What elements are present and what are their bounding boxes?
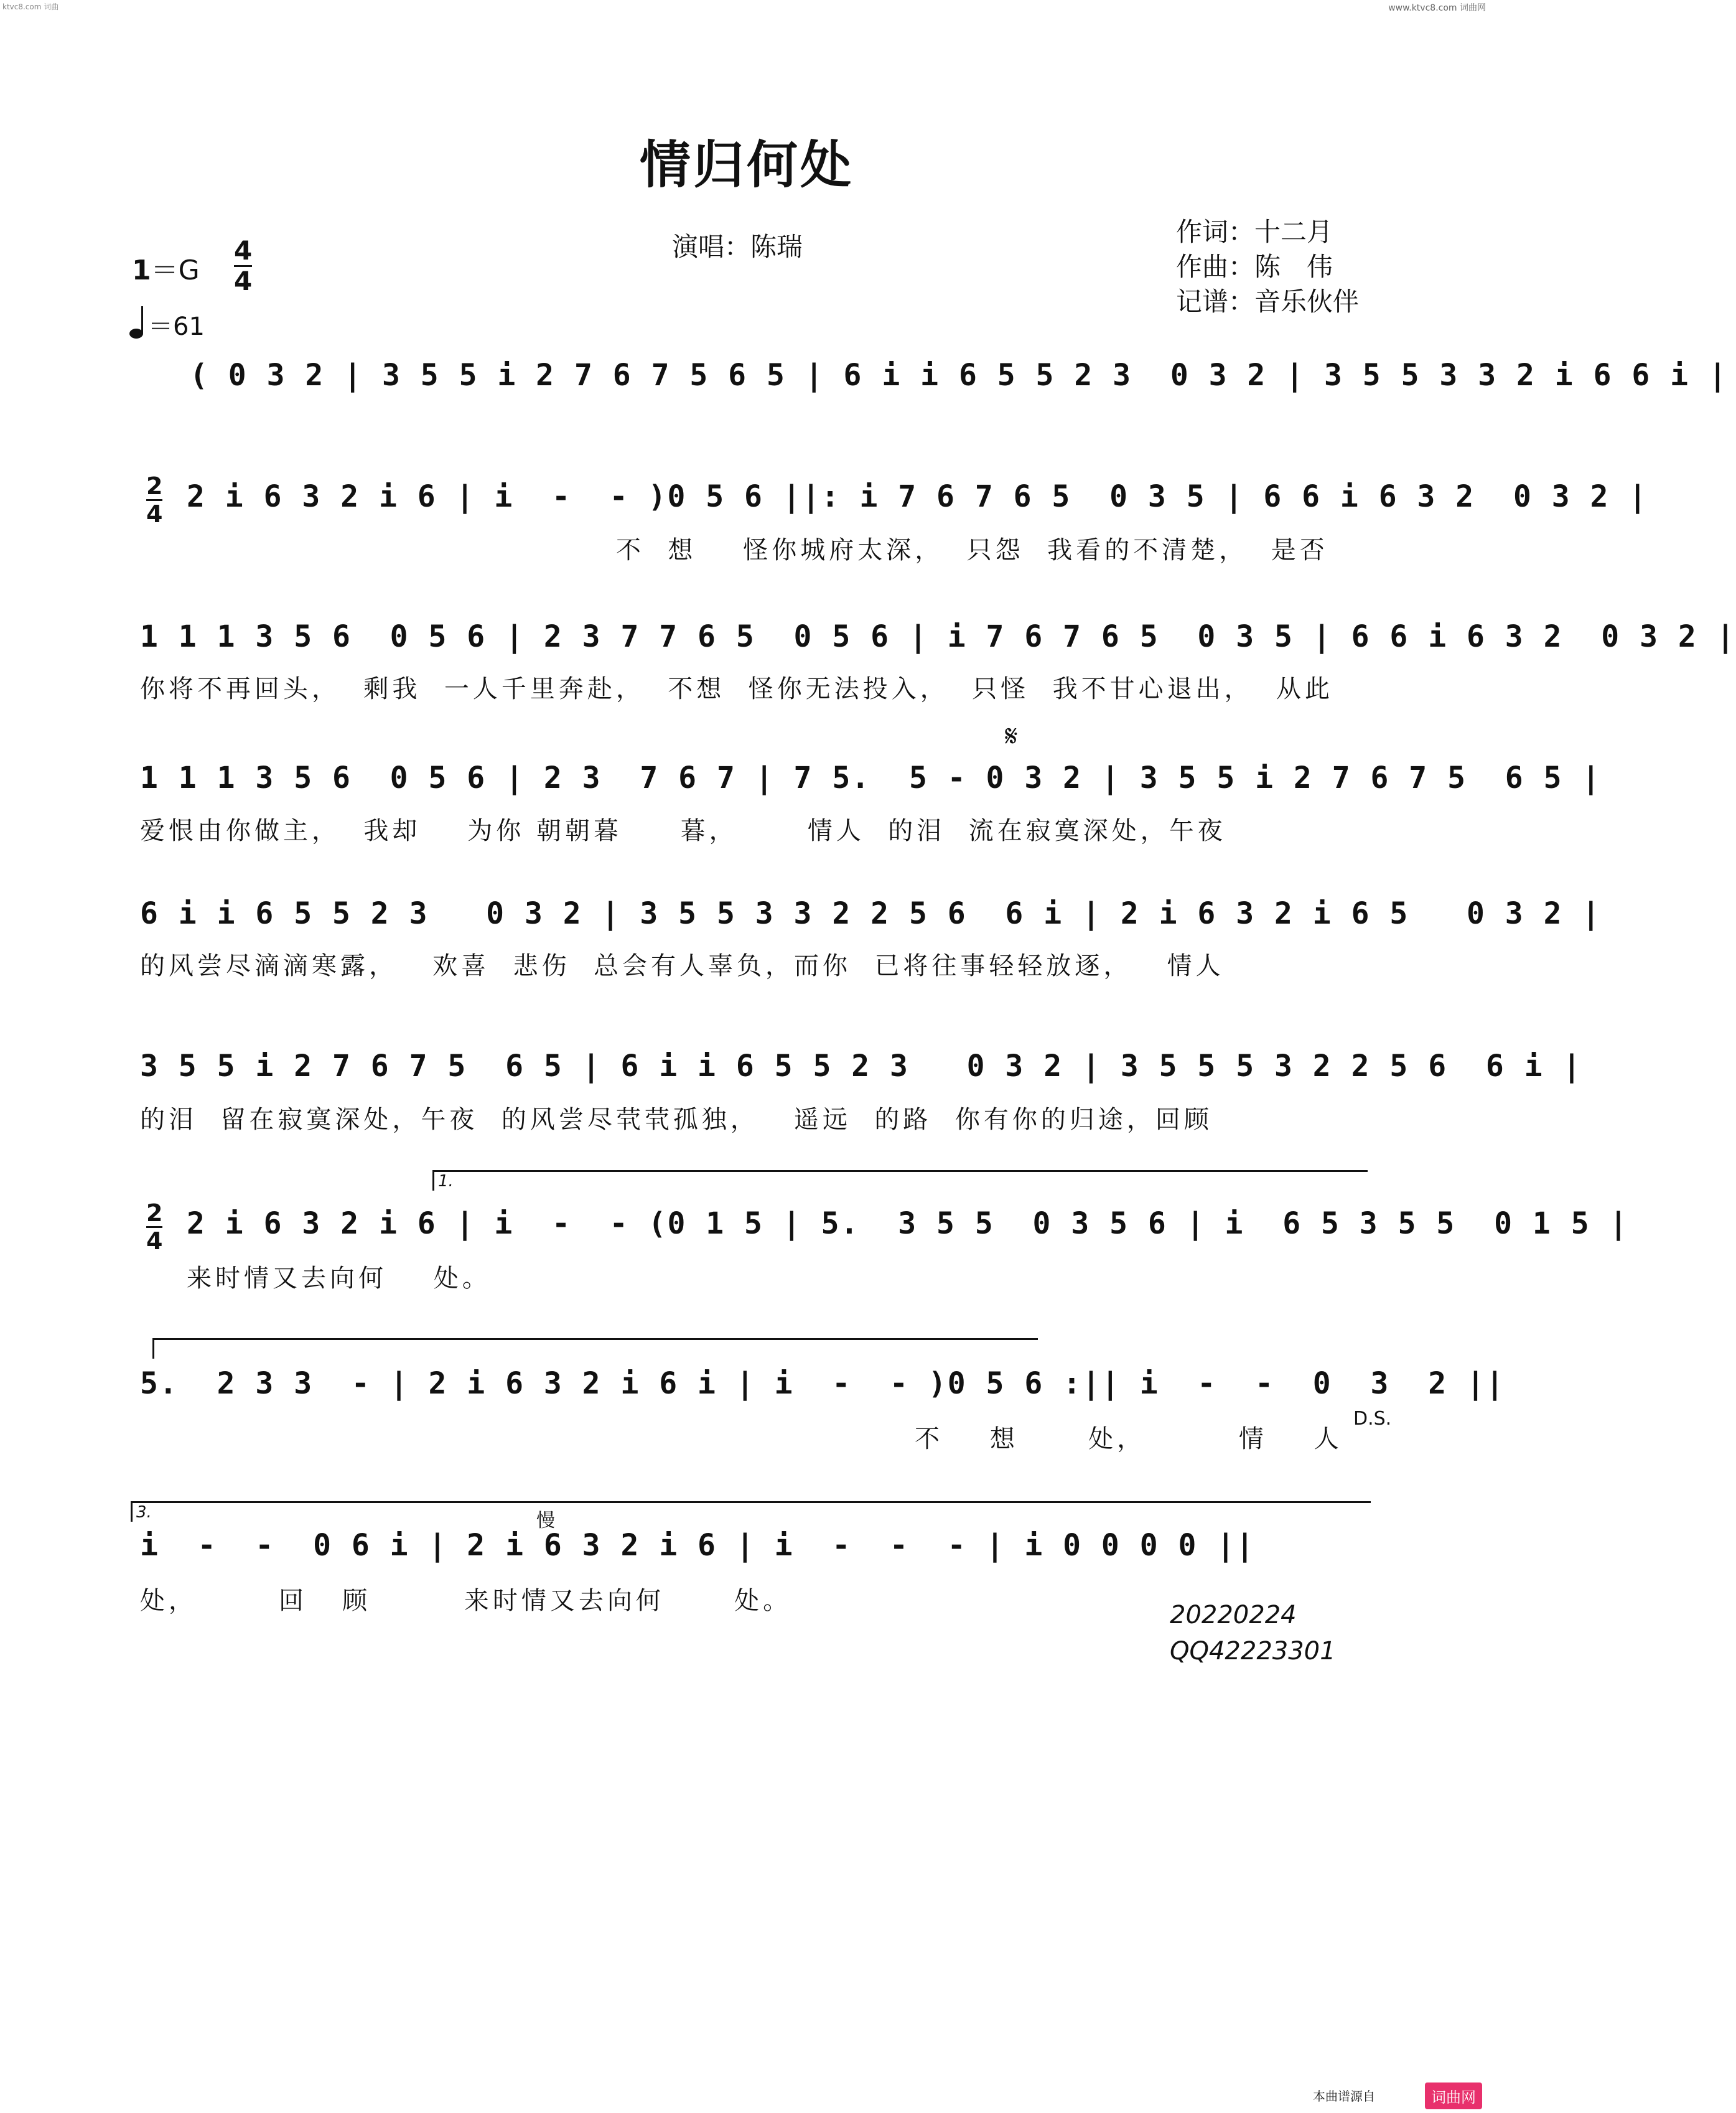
lyrics-line-6: 的泪 留在寂寞深处，午夜 的风尝尽茕茕孤独， 遥远 的路 你有你的归途，回顾 [140, 1105, 1213, 1134]
volta-1 [432, 1170, 1368, 1191]
volta-1-label: 1. [438, 1172, 454, 1191]
segno-sign: 𝄋 [1005, 719, 1018, 754]
lyrics-line-2: 不 想 怪你城府太深， 只怨 我看的不清楚， 是否 [616, 536, 1328, 565]
notation-line-5: 6 i i 6 5 5 2 3 0 3 2 | 3 5 5 3 3 2 2 5 6 6 i | 2 i 6 3 2 i 6 5 0 3 2 | [140, 896, 1602, 931]
volta-3-label: 3. [136, 1503, 152, 1522]
lyricist-credit: 作词：十二月 [1176, 217, 1333, 247]
lyrics-line-5: 的风尝尽滴滴寒露， 欢喜 悲伤 总会有人辜负，而你 已将往事轻轻放逐， 情人 [140, 952, 1225, 980]
key-letter: G [178, 255, 200, 286]
time-sig-denominator: 4 [234, 266, 253, 296]
notation-line-1: ( 0 3 2 | 3 5 5 i 2 7 6 7 5 6 5 | 6 i i 6 5 5 2 3 0 3 2 | 3 5 5 3 3 2 i 6 6 i | [190, 358, 1728, 393]
ds-marking: D.S. [1353, 1408, 1392, 1430]
notation-line-6: 3 5 5 i 2 7 6 7 5 6 5 | 6 i i 6 5 5 2 3 0 3 2 | 3 5 5 5 3 2 2 5 6 6 i | [140, 1049, 1582, 1084]
lyrics-line-8: 不 想 处， 情 人 [915, 1425, 1343, 1453]
slow-marking: 慢 [536, 1510, 555, 1532]
key-one: 1 [132, 255, 151, 286]
site-watermark-right: www.ktvc8.com 词曲网 [1388, 3, 1486, 13]
key-equals: ＝ [151, 255, 179, 286]
volta-3 [131, 1501, 1371, 1522]
time-sig-numerator: 4 [234, 235, 253, 266]
time-sig-2-4: 2 4 [146, 472, 163, 528]
lyrics-line-3: 你将不再回头， 剩我 一人千里奔赴， 不想 怪你无法投入， 只怪 我不甘心退出， 从此 [140, 675, 1334, 703]
transcriber-credit: 记谱：音乐伙伴 [1176, 286, 1360, 317]
footer-logo: 词曲网 [1425, 2083, 1482, 2109]
tempo-marking [129, 305, 205, 346]
time-signature [234, 235, 253, 296]
lyrics-line-7: 来时情又去向何 处。 [187, 1264, 491, 1293]
lyrics-line-4: 爱恨由你做主， 我却 为你 朝朝暮 暮， 情人 的泪 流在寂寞深处，午夜 [140, 817, 1226, 845]
tempo-value: ＝61 [148, 312, 205, 341]
notation-line-2: 2 i 6 3 2 i 6 | i - - )0 5 6 ||: i 7 6 7 6 5 0 3 5 | 6 6 i 6 3 2 0 3 2 | [187, 479, 1648, 514]
time-sig-2-4: 2 4 [146, 1199, 163, 1255]
notation-line-7: 2 i 6 3 2 i 6 | i - - (0 1 5 | 5. 3 5 5 0 3 5 6 | i 6 5 3 5 5 0 1 5 | [187, 1206, 1629, 1241]
composer-credit: 作曲：陈 伟 [1176, 251, 1333, 282]
score-title: 情归何处 [639, 136, 854, 195]
volta-2-bracket [152, 1338, 1038, 1359]
notation-line-3: 1 1 1 3 5 6 0 5 6 | 2 3 7 7 6 5 0 5 6 | i 7 6 7 6 5 0 3 5 | 6 6 i 6 3 2 0 3 2 | [140, 619, 1736, 654]
singer-credit: 演唱：陈瑞 [672, 232, 803, 262]
lyrics-line-9: 处， 回 顾 来时情又去向何 处。 [140, 1586, 792, 1615]
quarter-note-icon [129, 305, 148, 346]
notation-line-4: 1 1 1 3 5 6 0 5 6 | 2 3 7 6 7 | 7 5. 5 - 0 3 2 | 3 5 5 i 2 7 6 7 5 6 5 | [140, 761, 1602, 795]
footer-source: 本曲谱源自 [1313, 2089, 1375, 2104]
date-stamp: 20220224 [1170, 1601, 1297, 1629]
notation-line-8: 5. 2 3 3 - | 2 i 6 3 2 i 6 i | i - - )0 5 6 :|| i - - 0 3 2 || [140, 1366, 1505, 1401]
site-watermark-left: ktvc8.com 词曲 [2, 2, 59, 11]
qq-stamp: QQ42223301 [1170, 1637, 1336, 1666]
notation-line-9: i - - 0 6 i | 2 i 6 3 2 i 6 | i - - - | i 0 0 0 0 || [140, 1528, 1256, 1563]
key-signature [132, 248, 200, 288]
